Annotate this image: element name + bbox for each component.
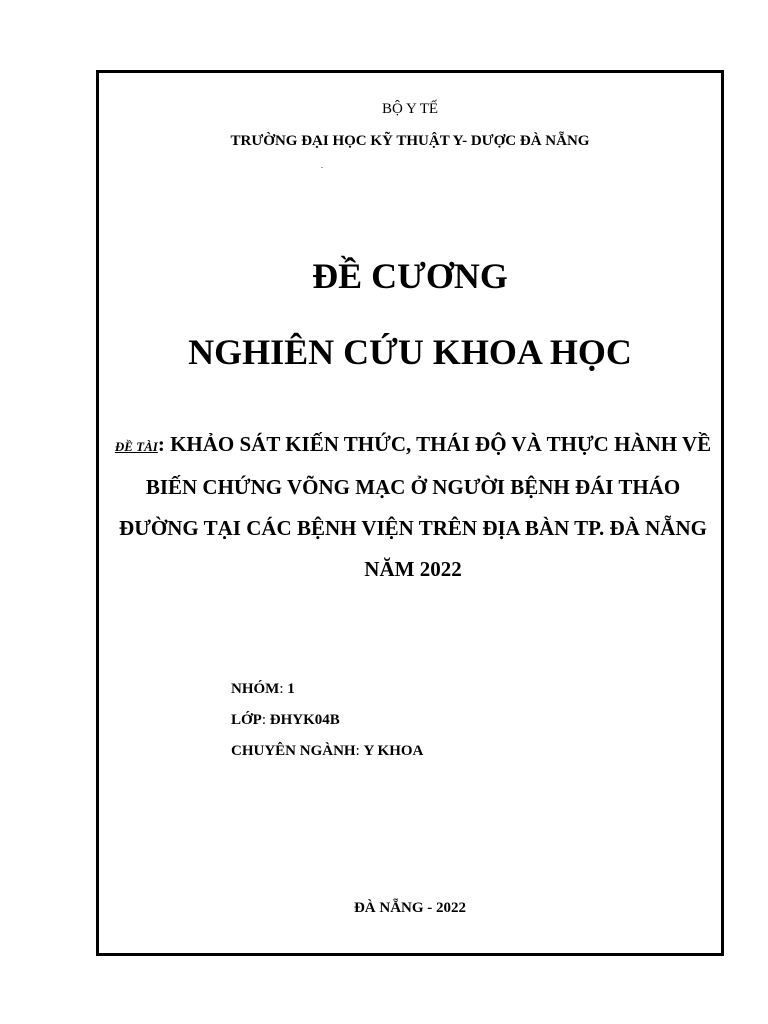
place-and-year: ĐÀ NẴNG - 2022 [353,900,467,916]
info-group-label: NHÓM [231,681,280,697]
info-class [231,712,340,729]
info-group [231,681,295,698]
stray-dot: . [321,161,323,170]
topic-text: KHẢO SÁT KIẾN THỨC, THÁI ĐỘ VÀ THỰC HÀNH VỀ BIẾN CHỨNG VÕNG MẠC Ở NGƯỜI BỆNH ĐÁI THÁO ĐƯỜNG TẠI CÁC BỆNH VIỆN TRÊN ĐỊA BÀN TP. ĐÀ NẴNG NĂM 2022 [119,432,712,581]
research-topic [105,424,721,590]
university-name: TRƯỜNG ĐẠI HỌC KỸ THUẬT Y- DƯỢC ĐÀ NẴNG [230,133,590,149]
info-major-separator: : [355,743,364,759]
document-title-line2: NGHIÊN CỨU KHOA HỌC [188,332,632,372]
info-group-value: 1 [287,681,295,697]
info-class-value: ĐHYK04B [269,712,340,728]
ministry-name: BỘ Y TẾ [381,101,439,117]
info-class-separator: : [261,712,270,728]
info-major-label: CHUYÊN NGÀNH [231,743,356,759]
info-group-separator: : [279,681,288,697]
topic-separator: : [157,432,165,456]
topic-label: ĐỀ TÀI [114,439,158,454]
page-border [96,70,724,956]
info-major-value: Y KHOA [363,743,424,759]
document-title-line1: ĐỀ CƯƠNG [312,256,508,296]
info-major [231,743,423,760]
info-class-label: LỚP [231,712,262,728]
